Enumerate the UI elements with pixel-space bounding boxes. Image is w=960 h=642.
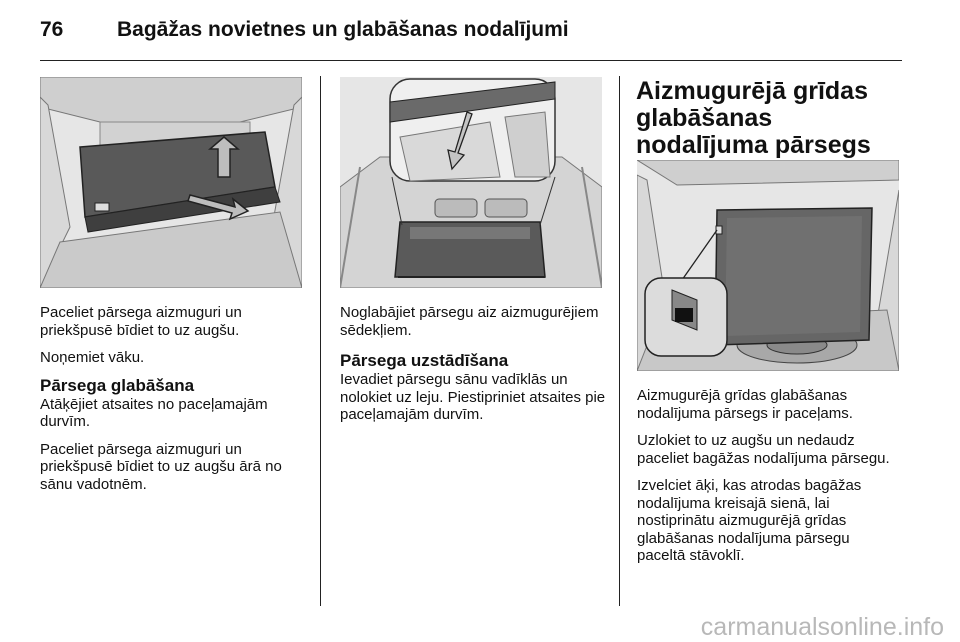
column-divider-right [619,76,620,606]
header-divider [40,60,902,61]
page-header [0,0,960,62]
illustration-stow-cover [340,77,602,288]
paragraph-remove-cover: Noņemiet vāku. [40,349,145,366]
section-heading-floor-cover: Aizmugurējā grīdas glabāšanas nodalījuma pārsegs [636,77,871,159]
page-title: Bagāžas novietnes un glabāšanas nodalījumi [117,18,569,41]
paragraph-pull-hook: Izvelciet āķi, kas atrodas bagāžas nodalījuma kreisajā sienā, lai nostiprinātu aizmugurējā grīdas glabāšanas nodalījuma pārsegu paceltā stāvoklī. [637,477,862,564]
paragraph-lift-cover: Paceliet pārsega aizmuguri un priekšpusē bīdiet to uz augšu. [40,304,242,339]
page-number: 76 [40,18,64,41]
subheading-cover-storage: Pārsega glabāšana [40,375,195,395]
illustration-floor-cover [637,160,899,371]
paragraph-install-cover: Ievadiet pārsegu sānu vadīklās un nolokiet uz leju. Piestipriniet atsaites pie paceļamajām durvīm. [340,371,606,423]
paragraph-stow-behind-seats: Noglabājiet pārsegu aiz aizmugurējiem sēdekļiem. [340,304,599,339]
column-1-text [40,304,310,503]
column-2-text [340,304,608,434]
illustration-remove-cover [40,77,302,288]
watermark: carmanualsonline.info [700,613,944,641]
paragraph-floor-cover-liftable: Aizmugurējā grīdas glabāšanas nodalījuma pārsegs ir paceļams. [637,387,853,422]
paragraph-unhook-straps: Atāķējiet atsaites no paceļamajām durvīm. [40,395,268,430]
column-3-text [637,387,899,575]
column-divider-left [320,76,321,606]
subheading-cover-installation: Pārsega uzstādīšana [340,351,509,370]
paragraph-fold-up: Uzlokiet to uz augšu un nedaudz paceliet bagāžas nodalījuma pārsegu. [637,432,890,467]
paragraph-slide-out: Paceliet pārsega aizmuguri un priekšpusē bīdiet to uz augšu ārā no sānu vadotnēm. [40,440,282,493]
